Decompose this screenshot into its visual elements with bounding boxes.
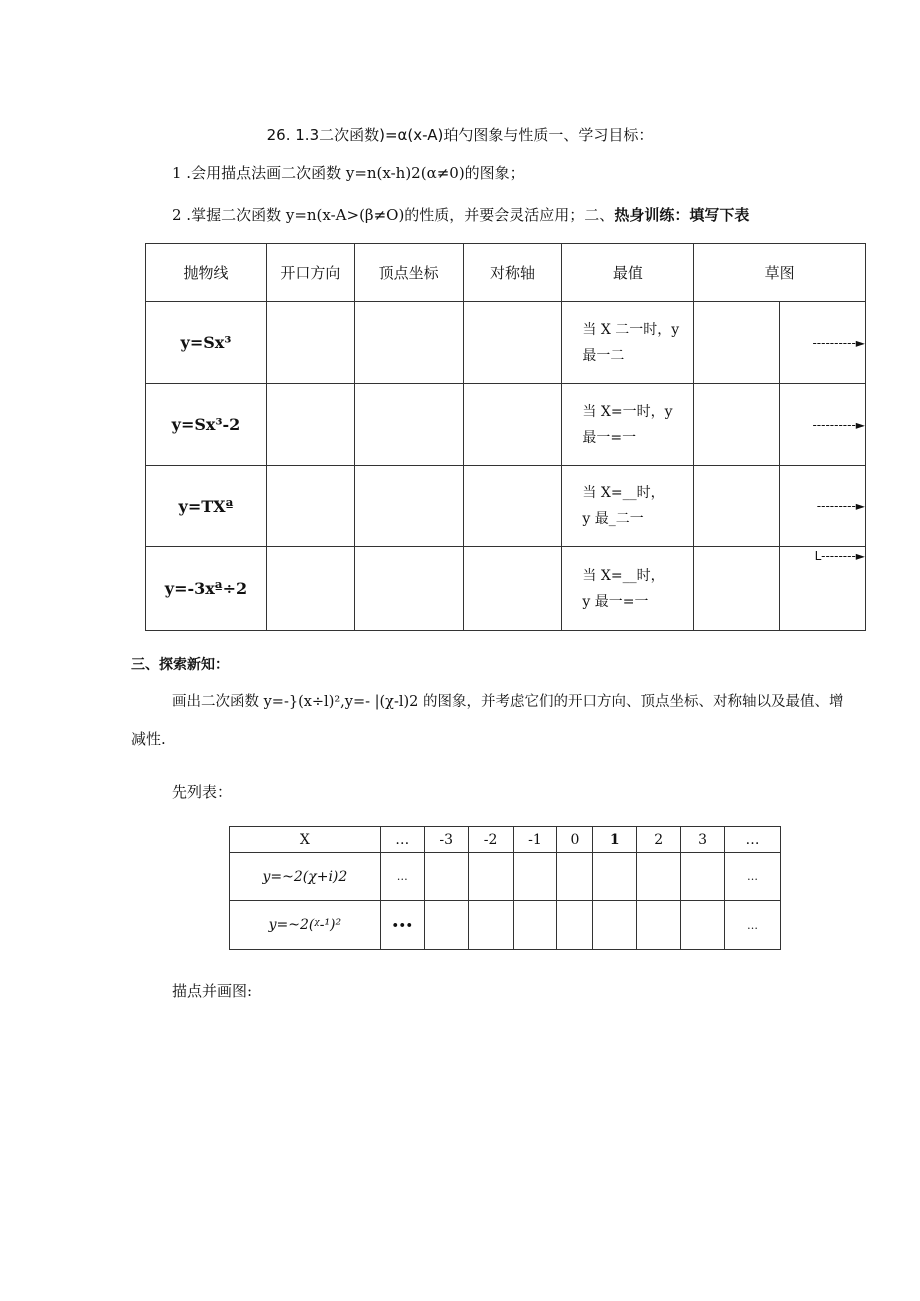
extreme-line: y 最_二一: [582, 511, 644, 527]
blank-cell[interactable]: [266, 547, 354, 631]
page-title: 26. 1.3二次函数)=α(x-A)珀勺图象与性质一、学习目标：: [266, 126, 654, 144]
draw-label: 描点并画图:: [172, 982, 253, 1000]
blank-cell[interactable]: [424, 853, 468, 901]
sketch-cell[interactable]: [694, 547, 780, 631]
sketch-cell[interactable]: [694, 302, 780, 384]
header-extreme: 最值: [562, 244, 694, 302]
blank-cell[interactable]: [266, 466, 354, 547]
axis-arrow: L--------►: [780, 547, 866, 631]
ellipsis-cell: …: [725, 853, 781, 901]
x-value: 0: [557, 827, 593, 853]
sketch-cell[interactable]: [694, 384, 780, 466]
sketch-cell[interactable]: [694, 466, 780, 547]
blank-cell[interactable]: [463, 302, 562, 384]
x-value: -2: [468, 827, 513, 853]
goal-1: 1 .会用描点法画二次函数 y=n(x-h)2(α≠0)的图象；: [172, 164, 525, 182]
table-row: [146, 384, 866, 466]
blank-cell[interactable]: [354, 384, 463, 466]
value-table: [229, 826, 781, 950]
x-value: -1: [513, 827, 557, 853]
table-row: [230, 853, 781, 901]
blank-cell[interactable]: [463, 547, 562, 631]
extreme-line: 当 X=__时，: [582, 485, 665, 501]
blank-cell[interactable]: [513, 853, 557, 901]
goal-2-text: 2 .掌握二次函数 y=n(x-A>(β≠O)的性质，并要会灵活应用；二、: [172, 206, 615, 224]
blank-cell[interactable]: [468, 901, 513, 950]
blank-cell[interactable]: [424, 901, 468, 950]
x-value: 3: [681, 827, 725, 853]
extreme-cell: [562, 466, 694, 547]
blank-cell[interactable]: [354, 302, 463, 384]
axis-arrow: ---------►: [780, 466, 866, 547]
extreme-line: y 最一=一: [582, 593, 649, 610]
header-axis: 对称轴: [463, 244, 562, 302]
list-label: 先列表：: [172, 783, 233, 801]
x-value: -3: [424, 827, 468, 853]
blank-cell[interactable]: [681, 853, 725, 901]
goal-2: [172, 204, 749, 225]
blank-cell[interactable]: [463, 384, 562, 466]
blank-cell[interactable]: [637, 853, 681, 901]
section-3-heading: 三、探索新知：: [131, 657, 229, 673]
blank-cell[interactable]: [681, 901, 725, 950]
header-sketch: 草图: [694, 244, 866, 302]
blank-cell[interactable]: [354, 547, 463, 631]
extreme-line: 当 X 二一时，y: [582, 321, 680, 338]
header-opening: 开口方向: [266, 244, 354, 302]
function-cell: y=~2(χ+i)2: [230, 853, 381, 901]
function-cell: y=Sx³-2: [146, 384, 267, 466]
blank-cell[interactable]: [266, 384, 354, 466]
extreme-cell: [562, 302, 694, 384]
extreme-cell: [562, 547, 694, 631]
axis-arrow: ----------►: [780, 384, 866, 466]
x-header: X: [230, 827, 381, 853]
section-3-para-cont: 减性.: [131, 730, 166, 748]
blank-cell[interactable]: [513, 901, 557, 950]
function-cell: y=TXª: [146, 466, 267, 547]
blank-cell[interactable]: [266, 302, 354, 384]
blank-cell[interactable]: [593, 853, 637, 901]
blank-cell[interactable]: [557, 853, 593, 901]
ellipsis-cell: …: [380, 853, 424, 901]
table-row: [146, 302, 866, 384]
value-table-header: [230, 827, 781, 853]
blank-cell[interactable]: [354, 466, 463, 547]
function-cell: y=Sx³: [146, 302, 267, 384]
blank-cell[interactable]: [463, 466, 562, 547]
axis-arrow: ----------►: [780, 302, 866, 384]
extreme-line: 最一=一: [582, 429, 637, 446]
ellipsis-cell: •••: [380, 901, 424, 950]
table-row: [146, 547, 866, 631]
table-row: [230, 901, 781, 950]
blank-cell[interactable]: [557, 901, 593, 950]
blank-cell[interactable]: [637, 901, 681, 950]
header-vertex: 顶点坐标: [354, 244, 463, 302]
table-row: [146, 466, 866, 547]
warmup-heading: 热身训练：填写下表: [614, 206, 750, 224]
blank-cell[interactable]: [468, 853, 513, 901]
extreme-line: 当 X=__时，: [582, 567, 665, 584]
table-header-row: [146, 244, 866, 302]
x-value: …: [380, 827, 424, 853]
x-value: …: [725, 827, 781, 853]
x-value: 2: [637, 827, 681, 853]
blank-cell[interactable]: [593, 901, 637, 950]
ellipsis-cell: …: [725, 901, 781, 950]
function-cell: y=-3xª÷2: [146, 547, 267, 631]
extreme-line: 最一二: [582, 347, 625, 364]
section-3-para: 画出二次函数 y=-}(x÷l)²,y=- |(χ-l)2 的图象，并考虑它们的开口方向、顶点坐标、对称轴以及最值、增: [172, 694, 844, 710]
extreme-line: 当 X=一时，y: [582, 403, 673, 420]
properties-table: [145, 243, 866, 631]
function-cell: y=~2(ᵡ-¹)²: [230, 901, 381, 950]
extreme-cell: [562, 384, 694, 466]
header-parabola: 抛物线: [146, 244, 267, 302]
x-value: 1: [593, 827, 637, 853]
